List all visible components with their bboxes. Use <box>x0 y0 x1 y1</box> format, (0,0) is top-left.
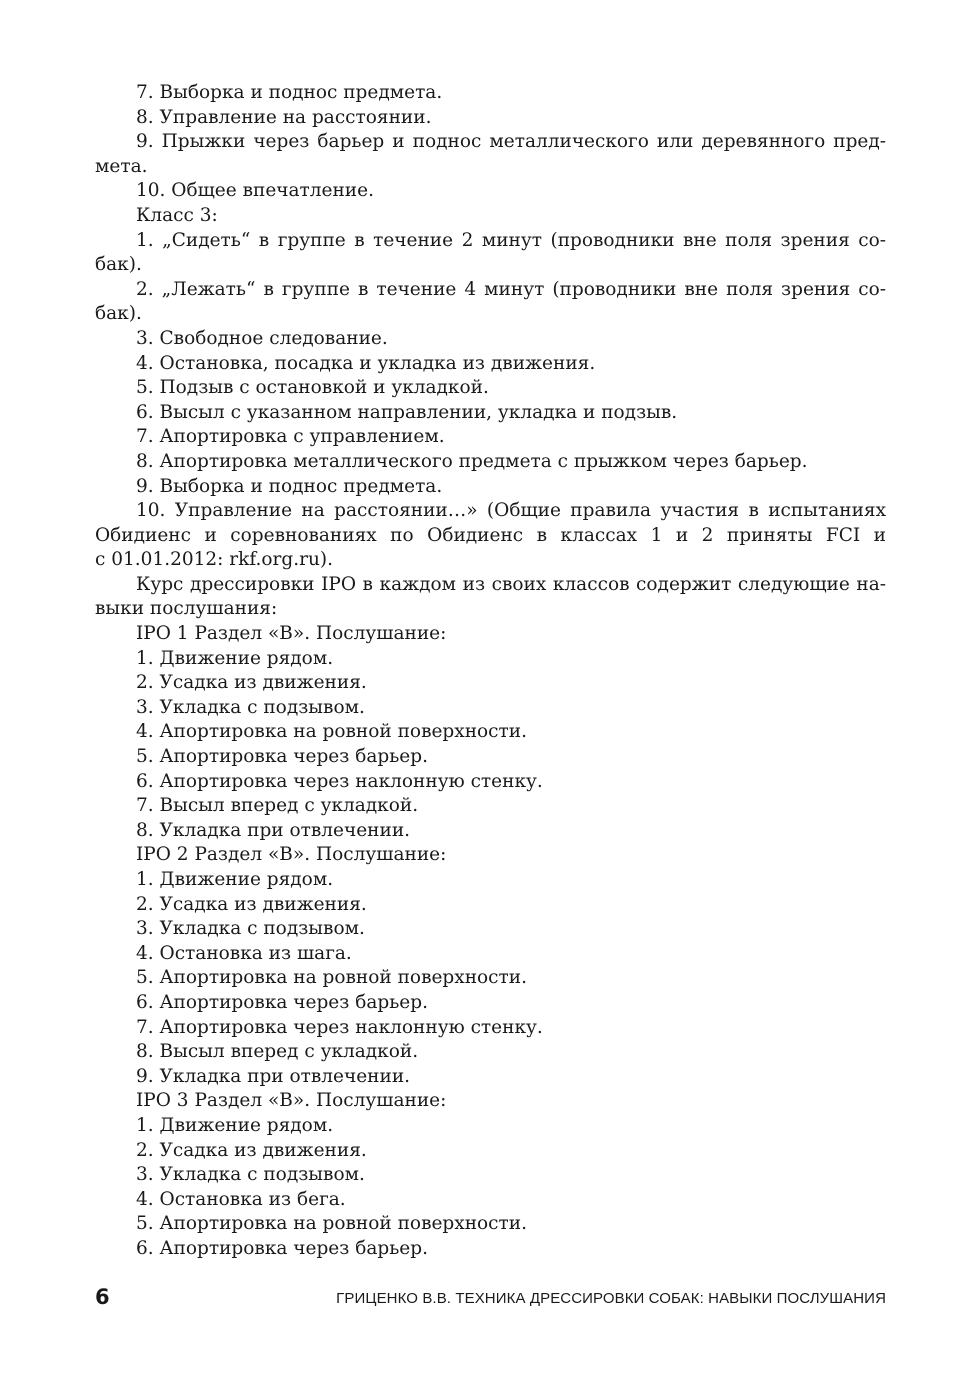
list-item: 7. Апортировка через наклонную стенку. <box>136 1016 543 1038</box>
list-item: 8. Высыл вперед с укладкой. <box>136 1041 419 1063</box>
list-item: 8. Укладка при отвлечении. <box>136 819 411 841</box>
list-item: 7. Апортировка с управлением. <box>136 426 445 448</box>
list-item: 6. Апортировка через барьер. <box>136 991 428 1013</box>
list-item: 7. Выборка и поднос предмета. <box>136 82 443 103</box>
list-item: 9. Выборка и поднос предмета. <box>136 475 443 497</box>
page-body <box>95 81 886 1262</box>
list-item: 1. Движение рядом. <box>136 647 334 669</box>
paragraph-line: 10. Управление на расстоянии…» (Общие правила участия в испытаниях <box>136 500 886 522</box>
list-item: 4. Остановка из шага. <box>136 942 352 964</box>
paragraph-line: бак). <box>95 254 142 276</box>
paragraph-line: 9. Прыжки через барьер и поднос металлического или деревянного пред- <box>136 131 886 153</box>
paragraph-line: выки послушания: <box>95 598 278 620</box>
list-item: 2. Усадка из движения. <box>136 672 367 694</box>
list-item: 2. Усадка из движения. <box>136 893 367 915</box>
list-item: 8. Управление на расстоянии. <box>136 106 432 128</box>
section-heading: IPO 3 Раздел «В». Послушание: <box>136 1090 447 1112</box>
list-item: 5. Подзыв с остановкой и укладкой. <box>136 377 489 399</box>
list-item: 4. Остановка из бега. <box>136 1188 346 1210</box>
list-item: 3. Укладка с подзывом. <box>136 1164 365 1186</box>
running-title: ГРИЦЕНКО В.В. ТЕХНИКА ДРЕССИРОВКИ СОБАК: НАВЫКИ ПОСЛУШАНИЯ <box>336 1290 886 1307</box>
list-item: 6. Апортировка через наклонную стенку. <box>136 770 543 792</box>
paragraph-line: с 01.01.2012: rkf.org.ru). <box>95 549 333 571</box>
page-footer <box>95 1285 886 1315</box>
list-item: 9. Укладка при отвлечении. <box>136 1065 411 1087</box>
list-item: 4. Апортировка на ровной поверхности. <box>136 721 527 743</box>
list-item: 6. Апортировка через барьер. <box>136 1237 428 1259</box>
list-item: 4. Остановка, посадка и укладка из движения. <box>136 352 596 374</box>
list-item: 3. Укладка с подзывом. <box>136 696 365 718</box>
paragraph-line: бак). <box>95 303 142 325</box>
paragraph-line: 2. „Лежать“ в группе в течение 4 минут (проводники вне поля зрения со- <box>136 278 886 300</box>
list-item: 7. Высыл вперед с укладкой. <box>136 795 419 817</box>
list-item: 10. Общее впечатление. <box>136 180 374 202</box>
section-heading: Класс 3: <box>136 204 218 226</box>
list-item: 6. Высыл с указанном направлении, укладка и подзыв. <box>136 401 678 423</box>
list-item: 3. Укладка с подзывом. <box>136 918 365 940</box>
list-item: 1. Движение рядом. <box>136 1114 334 1136</box>
paragraph-line: Обидиенс и соревнованиях по Обидиенс в классах 1 и 2 приняты FCI и <box>95 524 886 546</box>
page-number: 6 <box>95 1285 110 1309</box>
list-item: 5. Апортировка на ровной поверхности. <box>136 967 527 989</box>
paragraph-line: мета. <box>95 155 148 177</box>
list-item: 3. Свободное следование. <box>136 327 388 349</box>
section-heading: IPO 1 Раздел «В». Послушание: <box>136 623 447 645</box>
paragraph-line: Курс дрессировки IPO в каждом из своих классов содержит следующие на- <box>136 573 886 595</box>
list-item: 1. Движение рядом. <box>136 869 334 890</box>
list-item: 2. Усадка из движения. <box>136 1139 367 1161</box>
list-item: 5. Апортировка на ровной поверхности. <box>136 1213 527 1235</box>
list-item: 8. Апортировка металлического предмета с прыжком через барьер. <box>136 450 808 472</box>
list-item: 5. Апортировка через барьер. <box>136 746 428 768</box>
section-heading: IPO 2 Раздел «В». Послушание: <box>136 844 447 866</box>
paragraph-line: 1. „Сидеть“ в группе в течение 2 минут (проводники вне поля зрения со- <box>136 229 886 251</box>
